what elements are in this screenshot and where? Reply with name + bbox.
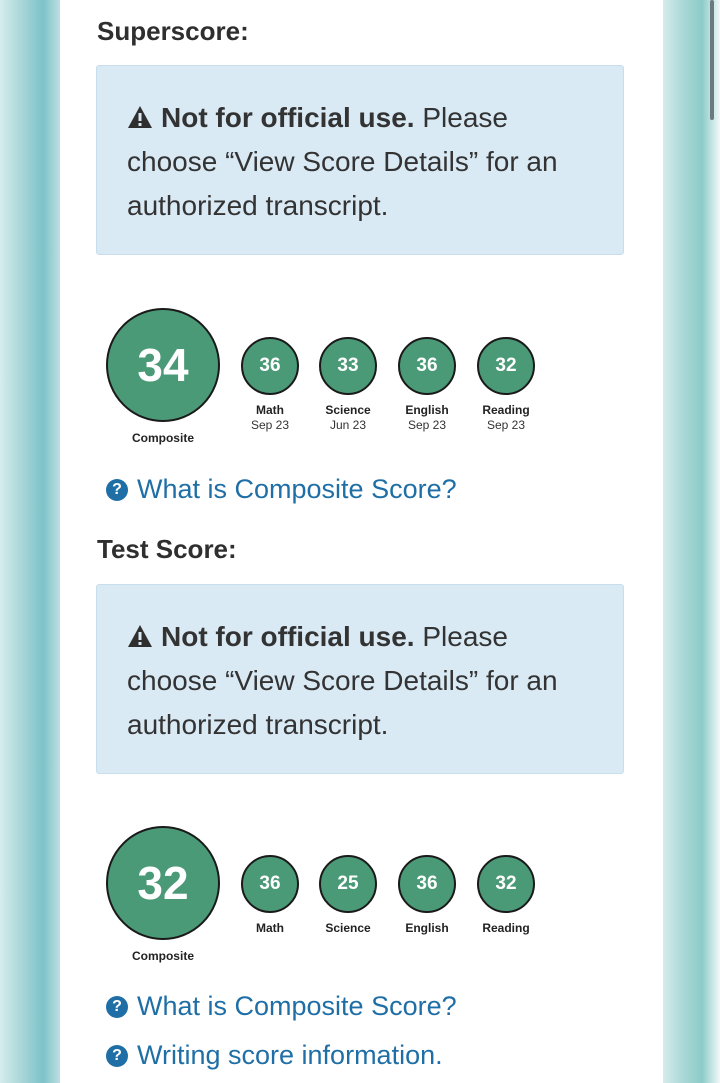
writing-score-text[interactable]: Writing score information.: [137, 1040, 443, 1070]
composite-help-link[interactable]: [106, 991, 457, 1022]
scroll-indicator[interactable]: [710, 0, 714, 120]
subject-score-circle: 36: [398, 337, 456, 395]
subject-name: English: [405, 921, 449, 935]
subject-name: Reading: [482, 403, 530, 417]
subject-score-reading: [471, 337, 541, 432]
score-panel: [60, 0, 663, 1083]
composite-label: Composite: [131, 431, 194, 445]
superscore-title: Superscore:: [97, 16, 249, 46]
subject-score-reading: [471, 855, 541, 935]
subject-name: Math: [256, 921, 284, 935]
subject-name: Science: [325, 921, 371, 935]
question-circle-icon: ?: [106, 1045, 128, 1067]
question-circle-icon: ?: [106, 996, 128, 1018]
subject-score-circle: 33: [319, 337, 377, 395]
composite-score-circle: 34: [106, 308, 220, 422]
subject-date: Sep 23: [407, 418, 447, 432]
subject-score-circle: 25: [319, 855, 377, 913]
subject-score-circle: 32: [477, 337, 535, 395]
superscore-notice: [96, 65, 624, 255]
subject-score-english: [392, 337, 462, 432]
subject-name: Reading: [482, 921, 530, 935]
subject-date: Sep 23: [250, 418, 290, 432]
subject-score-circle: 36: [241, 337, 299, 395]
subject-score-math: [235, 855, 305, 935]
subject-score-circle: 32: [477, 855, 535, 913]
subject-score-science: [313, 337, 383, 432]
notice-bold-text: Not for official use.: [161, 102, 415, 133]
composite-help-text[interactable]: What is Composite Score?: [137, 474, 457, 504]
subject-score-math: [235, 337, 305, 432]
subject-date: Sep 23: [486, 418, 526, 432]
subject-name: Math: [256, 403, 284, 417]
test-score-scores: [106, 826, 606, 976]
notice-bold-text: Not for official use.: [161, 621, 415, 652]
warning-triangle-icon: [127, 624, 153, 648]
background-right: [660, 0, 720, 1083]
test-score-title: Test Score:: [97, 534, 237, 564]
superscore-scores: [106, 308, 606, 458]
subject-score-english: [392, 855, 462, 935]
question-circle-icon: ?: [106, 479, 128, 501]
test-score-notice: [96, 584, 624, 774]
subject-score-circle: 36: [241, 855, 299, 913]
writing-score-link[interactable]: [106, 1040, 443, 1071]
notice-text: Please choose “View Score Details” for an authorized transcript.: [127, 621, 558, 740]
subject-score-science: [313, 855, 383, 935]
composite-help-text[interactable]: What is Composite Score?: [137, 991, 457, 1021]
warning-triangle-icon: [127, 105, 153, 129]
subject-date: Jun 23: [329, 418, 367, 432]
composite-help-link[interactable]: [106, 474, 457, 505]
subject-name: Science: [325, 403, 371, 417]
composite-score-circle: 32: [106, 826, 220, 940]
composite-label: Composite: [131, 949, 194, 963]
subject-score-circle: 36: [398, 855, 456, 913]
subject-name: English: [405, 403, 449, 417]
notice-text: Please choose “View Score Details” for an authorized transcript.: [127, 102, 558, 221]
